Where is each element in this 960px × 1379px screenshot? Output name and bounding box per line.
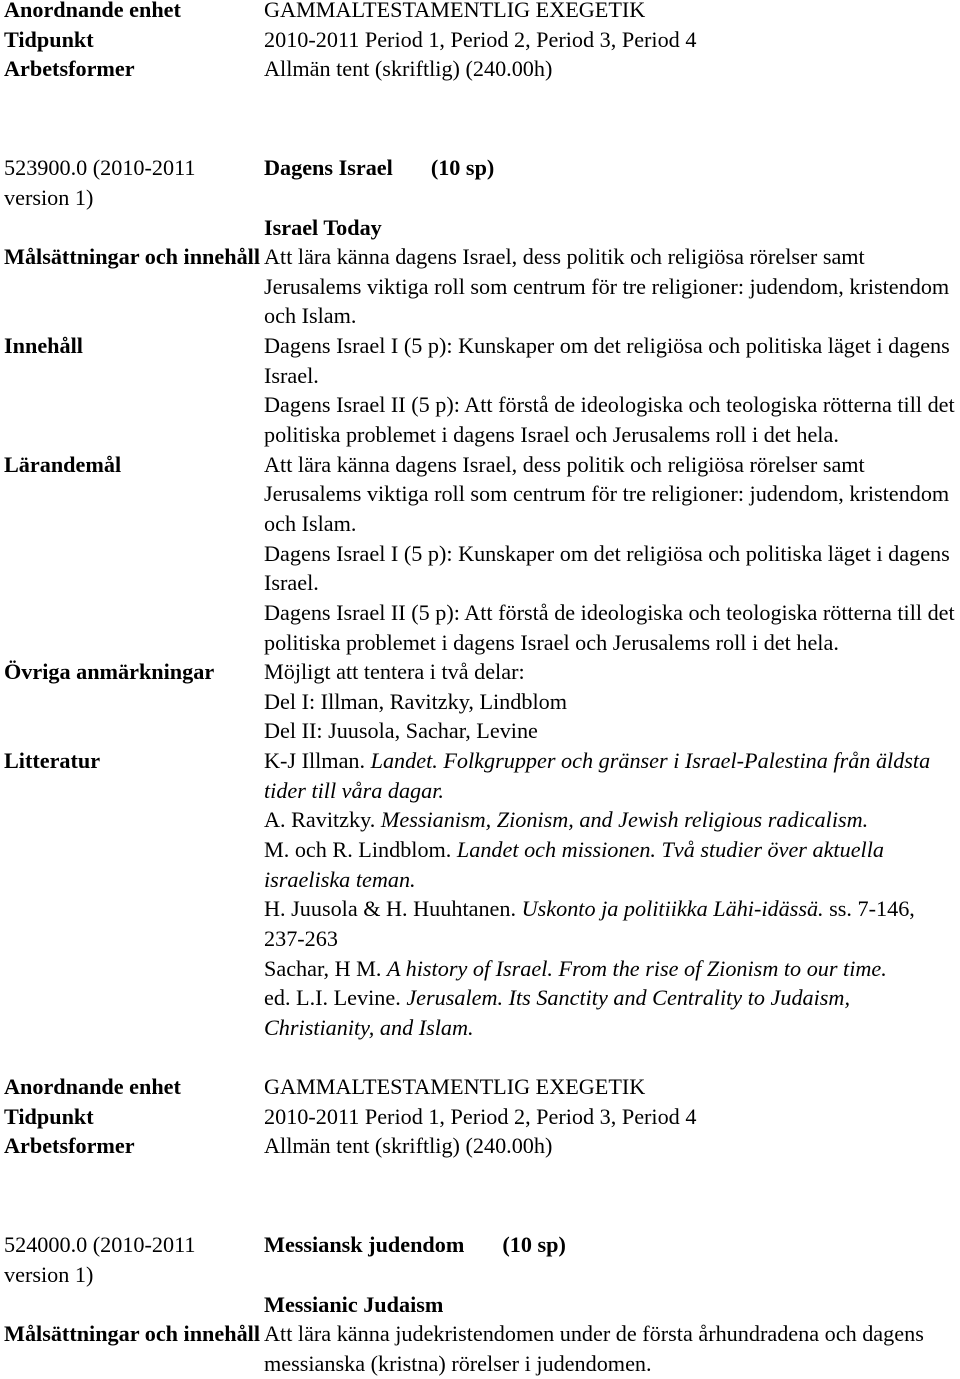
- field-value: [264, 242, 960, 331]
- text-line: Del II: Juusola, Sachar, Levine: [264, 718, 538, 744]
- field-label: Övriga anmärkningar: [4, 659, 215, 685]
- course-code: 524000.0 (2010-2011: [4, 1232, 196, 1258]
- literature-item: [264, 835, 960, 865]
- meta-label: Arbetsformer: [4, 1133, 135, 1159]
- course-title: Dagens Israel: [264, 155, 393, 181]
- literature-title: Uskonto ja politiikka Lähi-idässä.: [521, 896, 824, 922]
- literature-author: ed. L.I. Levine.: [264, 985, 401, 1011]
- field-remarks: [4, 657, 960, 746]
- text-line: och Islam.: [264, 510, 357, 536]
- text-line: Jerusalems viktiga roll som centrum för tre religioner: judendom, kristendom: [264, 481, 950, 507]
- meta-row-time: [4, 25, 960, 55]
- text-line: Att lära känna dagens Israel, dess politik och religiösa rörelser samt: [264, 451, 865, 477]
- meta-value: Allmän tent (skriftlig) (240.00h): [264, 56, 553, 82]
- meta-row-unit: [4, 0, 960, 25]
- literature-item: [264, 746, 960, 776]
- blank-line: [264, 183, 960, 213]
- course-title-line: [264, 153, 960, 183]
- text-line: Israel.: [264, 570, 319, 596]
- field-value: [264, 1319, 960, 1376]
- text-line: och Islam.: [264, 303, 357, 329]
- meta-label: Tidpunkt: [4, 1103, 94, 1129]
- meta-row-format: [4, 54, 960, 84]
- field-value: [264, 657, 960, 746]
- course-credits: (10 sp): [430, 155, 495, 181]
- meta-row-unit: [4, 1072, 960, 1102]
- course-code: 523900.0 (2010-2011: [4, 155, 196, 181]
- course-credits: (10 sp): [502, 1232, 566, 1258]
- course-title: Messiansk judendom: [264, 1232, 465, 1258]
- field-label: Innehåll: [4, 333, 83, 359]
- text-line: Dagens Israel II (5 p): Att förstå de ideologiska och teologiska rötterna till det: [264, 392, 955, 418]
- text-line: Dagens Israel II (5 p): Att förstå de ideologiska och teologiska rötterna till det: [264, 599, 955, 625]
- field-literature: [4, 746, 960, 1042]
- literature-title: Landet. Folkgrupper och gränser i Israel-Palestina från äldsta: [370, 748, 931, 774]
- literature-title-cont: Christianity, and Islam.: [264, 1014, 474, 1040]
- course-title-block: [264, 153, 960, 242]
- text-line: Jerusalems viktiga roll som centrum för tre religioner: judendom, kristendom: [264, 273, 950, 299]
- meta-label: Anordnande enhet: [4, 1074, 181, 1100]
- course-title-en: Israel Today: [264, 214, 382, 240]
- course-meta: [4, 0, 960, 84]
- meta-value: GAMMALTESTAMENTLIG EXEGETIK: [264, 1074, 646, 1100]
- text-line: politiska problemet i dagens Israel och Jerusalems roll i det hela.: [264, 629, 839, 655]
- course-meta: [4, 1072, 960, 1161]
- meta-value: GAMMALTESTAMENTLIG EXEGETIK: [264, 0, 646, 22]
- text-line: Att lära känna judekristendomen under de första århundradena och dagens: [264, 1321, 924, 1347]
- field-content: [4, 331, 960, 450]
- text-line: Möjligt att tentera i två delar:: [264, 659, 525, 685]
- course-version: version 1): [4, 184, 94, 210]
- meta-label: Arbetsformer: [4, 56, 135, 82]
- meta-value: Allmän tent (skriftlig) (240.00h): [264, 1133, 553, 1159]
- literature-pages-cont: 237-263: [264, 925, 338, 951]
- text-line: messianska (kristna) rörelser i judendomen.: [264, 1350, 652, 1376]
- literature-author: Sachar, H M.: [264, 955, 382, 981]
- text-line: Del I: Illman, Ravitzky, Lindblom: [264, 688, 567, 714]
- field-goals: [4, 1319, 960, 1376]
- course-heading: [4, 1230, 960, 1319]
- text-line: Dagens Israel I (5 p): Kunskaper om det religiösa och politiska läget i dagens: [264, 540, 950, 566]
- course-heading: [4, 153, 960, 242]
- literature-list: [264, 746, 960, 1042]
- course-code-block: [4, 153, 264, 212]
- course-entry: [4, 153, 960, 1161]
- meta-value: 2010-2011 Period 1, Period 2, Period 3, Period 4: [264, 26, 697, 52]
- meta-label: Anordnande enhet: [4, 0, 181, 22]
- literature-author: M. och R. Lindblom.: [264, 837, 452, 862]
- course-title-en: Messianic Judaism: [264, 1291, 444, 1317]
- field-value: [264, 450, 960, 657]
- blank-line: [264, 1260, 960, 1290]
- literature-author: H. Juusola & H. Huuhtanen.: [264, 896, 517, 922]
- literature-title: A history of Israel. From the rise of Zionism to our time.: [386, 955, 887, 981]
- course-entry: [4, 1230, 960, 1376]
- field-value: [264, 331, 960, 450]
- meta-row-format: [4, 1131, 960, 1161]
- literature-title: Messianism, Zionism, and Jewish religious radicalism.: [380, 807, 869, 833]
- literature-item: [264, 983, 960, 1013]
- literature-item: [264, 954, 960, 984]
- field-outcomes: [4, 450, 960, 657]
- literature-title: Landet och missionen. Två studier över aktuella: [456, 837, 884, 862]
- meta-label: Tidpunkt: [4, 26, 94, 52]
- blank-line: [4, 1042, 960, 1072]
- text-line: Dagens Israel I (5 p): Kunskaper om det religiösa och politiska läget i dagens: [264, 333, 950, 359]
- text-line: Att lära känna dagens Israel, dess politik och religiösa rörelser samt: [264, 244, 865, 270]
- meta-row-time: [4, 1102, 960, 1132]
- document-page: [4, 0, 960, 1376]
- field-label: Målsättningar och innehåll: [4, 244, 261, 270]
- literature-pages: ss. 7-146,: [829, 896, 915, 922]
- field-goals: [4, 242, 960, 331]
- literature-author: K-J Illman.: [264, 748, 366, 774]
- course-title-line: [264, 1230, 960, 1260]
- literature-title: Jerusalem. Its Sanctity and Centrality to Judaism,: [406, 985, 850, 1011]
- literature-title-cont: israeliska teman.: [264, 866, 416, 892]
- course-version: version 1): [4, 1262, 94, 1288]
- text-line: Israel.: [264, 362, 319, 388]
- literature-author: A. Ravitzky.: [264, 807, 376, 833]
- course-code-block: [4, 1230, 264, 1289]
- field-label: Litteratur: [4, 748, 101, 774]
- literature-title-cont: tider till våra dagar.: [264, 777, 444, 803]
- meta-value: 2010-2011 Period 1, Period 2, Period 3, Period 4: [264, 1103, 697, 1129]
- literature-item: [264, 805, 960, 835]
- field-label: Lärandemål: [4, 451, 122, 477]
- literature-item: [264, 894, 960, 924]
- text-line: politiska problemet i dagens Israel och Jerusalems roll i det hela.: [264, 422, 839, 448]
- field-label: Målsättningar och innehåll: [4, 1321, 261, 1347]
- course-title-block: [264, 1230, 960, 1319]
